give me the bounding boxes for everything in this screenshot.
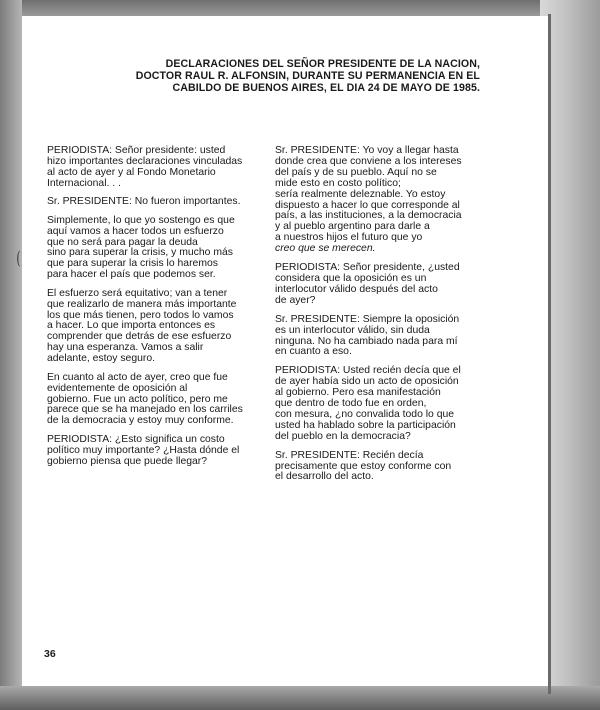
paragraph-text: Sr. PRESIDENTE: Yo voy a llegar hasta donde crea que conviene a los intereses del país y de su pueblo. Aquí no se mide esto en costo político; sería realmente deleznable. Yo estoy dispuesto a hacer lo que corresponde al país, a las instituciones, a la democracia y al pueblo argentino para darle a a nuestros hijos el futuro que yo — [275, 145, 462, 244]
paragraph: Simplemente, lo que yo sostengo es que aquí vamos a hacer todos un esfuerzo que no será para pagar la deuda sino para superar la crisis, y mucho más que para superar la crisis lo haremos para hacer el país que podemos ser. — [47, 214, 235, 281]
scan-border-left — [0, 0, 22, 710]
paragraph: Sr. PRESIDENTE: Recién decía precisamente que estoy conforme con el desarrollo del acto. — [275, 449, 452, 483]
heading-line: CABILDO DE BUENOS AIRES, EL DIA 24 DE MAYO DE 1985. — [172, 82, 480, 94]
paragraph: PERIODISTA: Señor presidente, ¿usted considera que la oposición es un interlocutor válido después del acto de ayer? — [275, 262, 460, 306]
paragraph: Sr. PRESIDENTE: Siempre la oposición es un interlocutor válido, sin duda ninguna. No ha cambiado nada para mí en cuanto a eso. — [275, 313, 460, 358]
paragraph: PERIODISTA: Usted recién decía que el de ayer había sido un acto de oposición al gobierno. Pero esa manifestación que dentro de todo fue en orden, con mesura, ¿no convalida todo lo que usted ha hablado sobre la participación del pueblo en la democracia? — [275, 365, 461, 442]
paragraph: El esfuerzo será equitativo; van a tener que realizarlo de manera más importante los que más tienen, pero todos lo vamos a hacer. Lo que importa entonces es comprender que detrás de ese esfuerzo hay una esperanza. Vamos a salir adelante, estoy seguro. — [47, 287, 237, 365]
scan-border-top — [0, 0, 600, 16]
paragraph: En cuanto al acto de ayer, creo que fue evidentemente de oposición al gobierno. Fue un acto político, pero me parece que se ha manejado en los carriles de la democracia y estoy muy conforme. — [47, 371, 243, 427]
margin-mark: ( — [16, 248, 21, 269]
left-column — [47, 146, 269, 475]
paragraph: PERIODISTA: Señor presidente: usted hizo importantes declaraciones vinculadas al acto de ayer y al Fondo Monetario Internacional. . . — [47, 145, 243, 189]
scan-border-bottom — [0, 686, 600, 710]
document-heading — [120, 58, 480, 94]
paragraph: PERIODISTA: ¿Esto significa un costo político muy importante? ¿Hasta dónde el gobierno piensa que puede llegar? — [47, 433, 240, 467]
page-fold-line — [548, 14, 551, 694]
page-number: 36 — [44, 648, 56, 660]
paragraph: Sr. PRESIDENTE: No fueron importantes. — [47, 196, 241, 208]
italic-phrase: creo que se merecen. — [275, 243, 376, 255]
paragraph — [275, 146, 481, 255]
heading-line: DECLARACIONES DEL SEÑOR PRESIDENTE DE LA NACION, — [165, 58, 480, 70]
right-column — [275, 146, 481, 491]
heading-line: DOCTOR RAUL R. ALFONSIN, DURANTE SU PERMANENCIA EN EL — [135, 70, 480, 82]
